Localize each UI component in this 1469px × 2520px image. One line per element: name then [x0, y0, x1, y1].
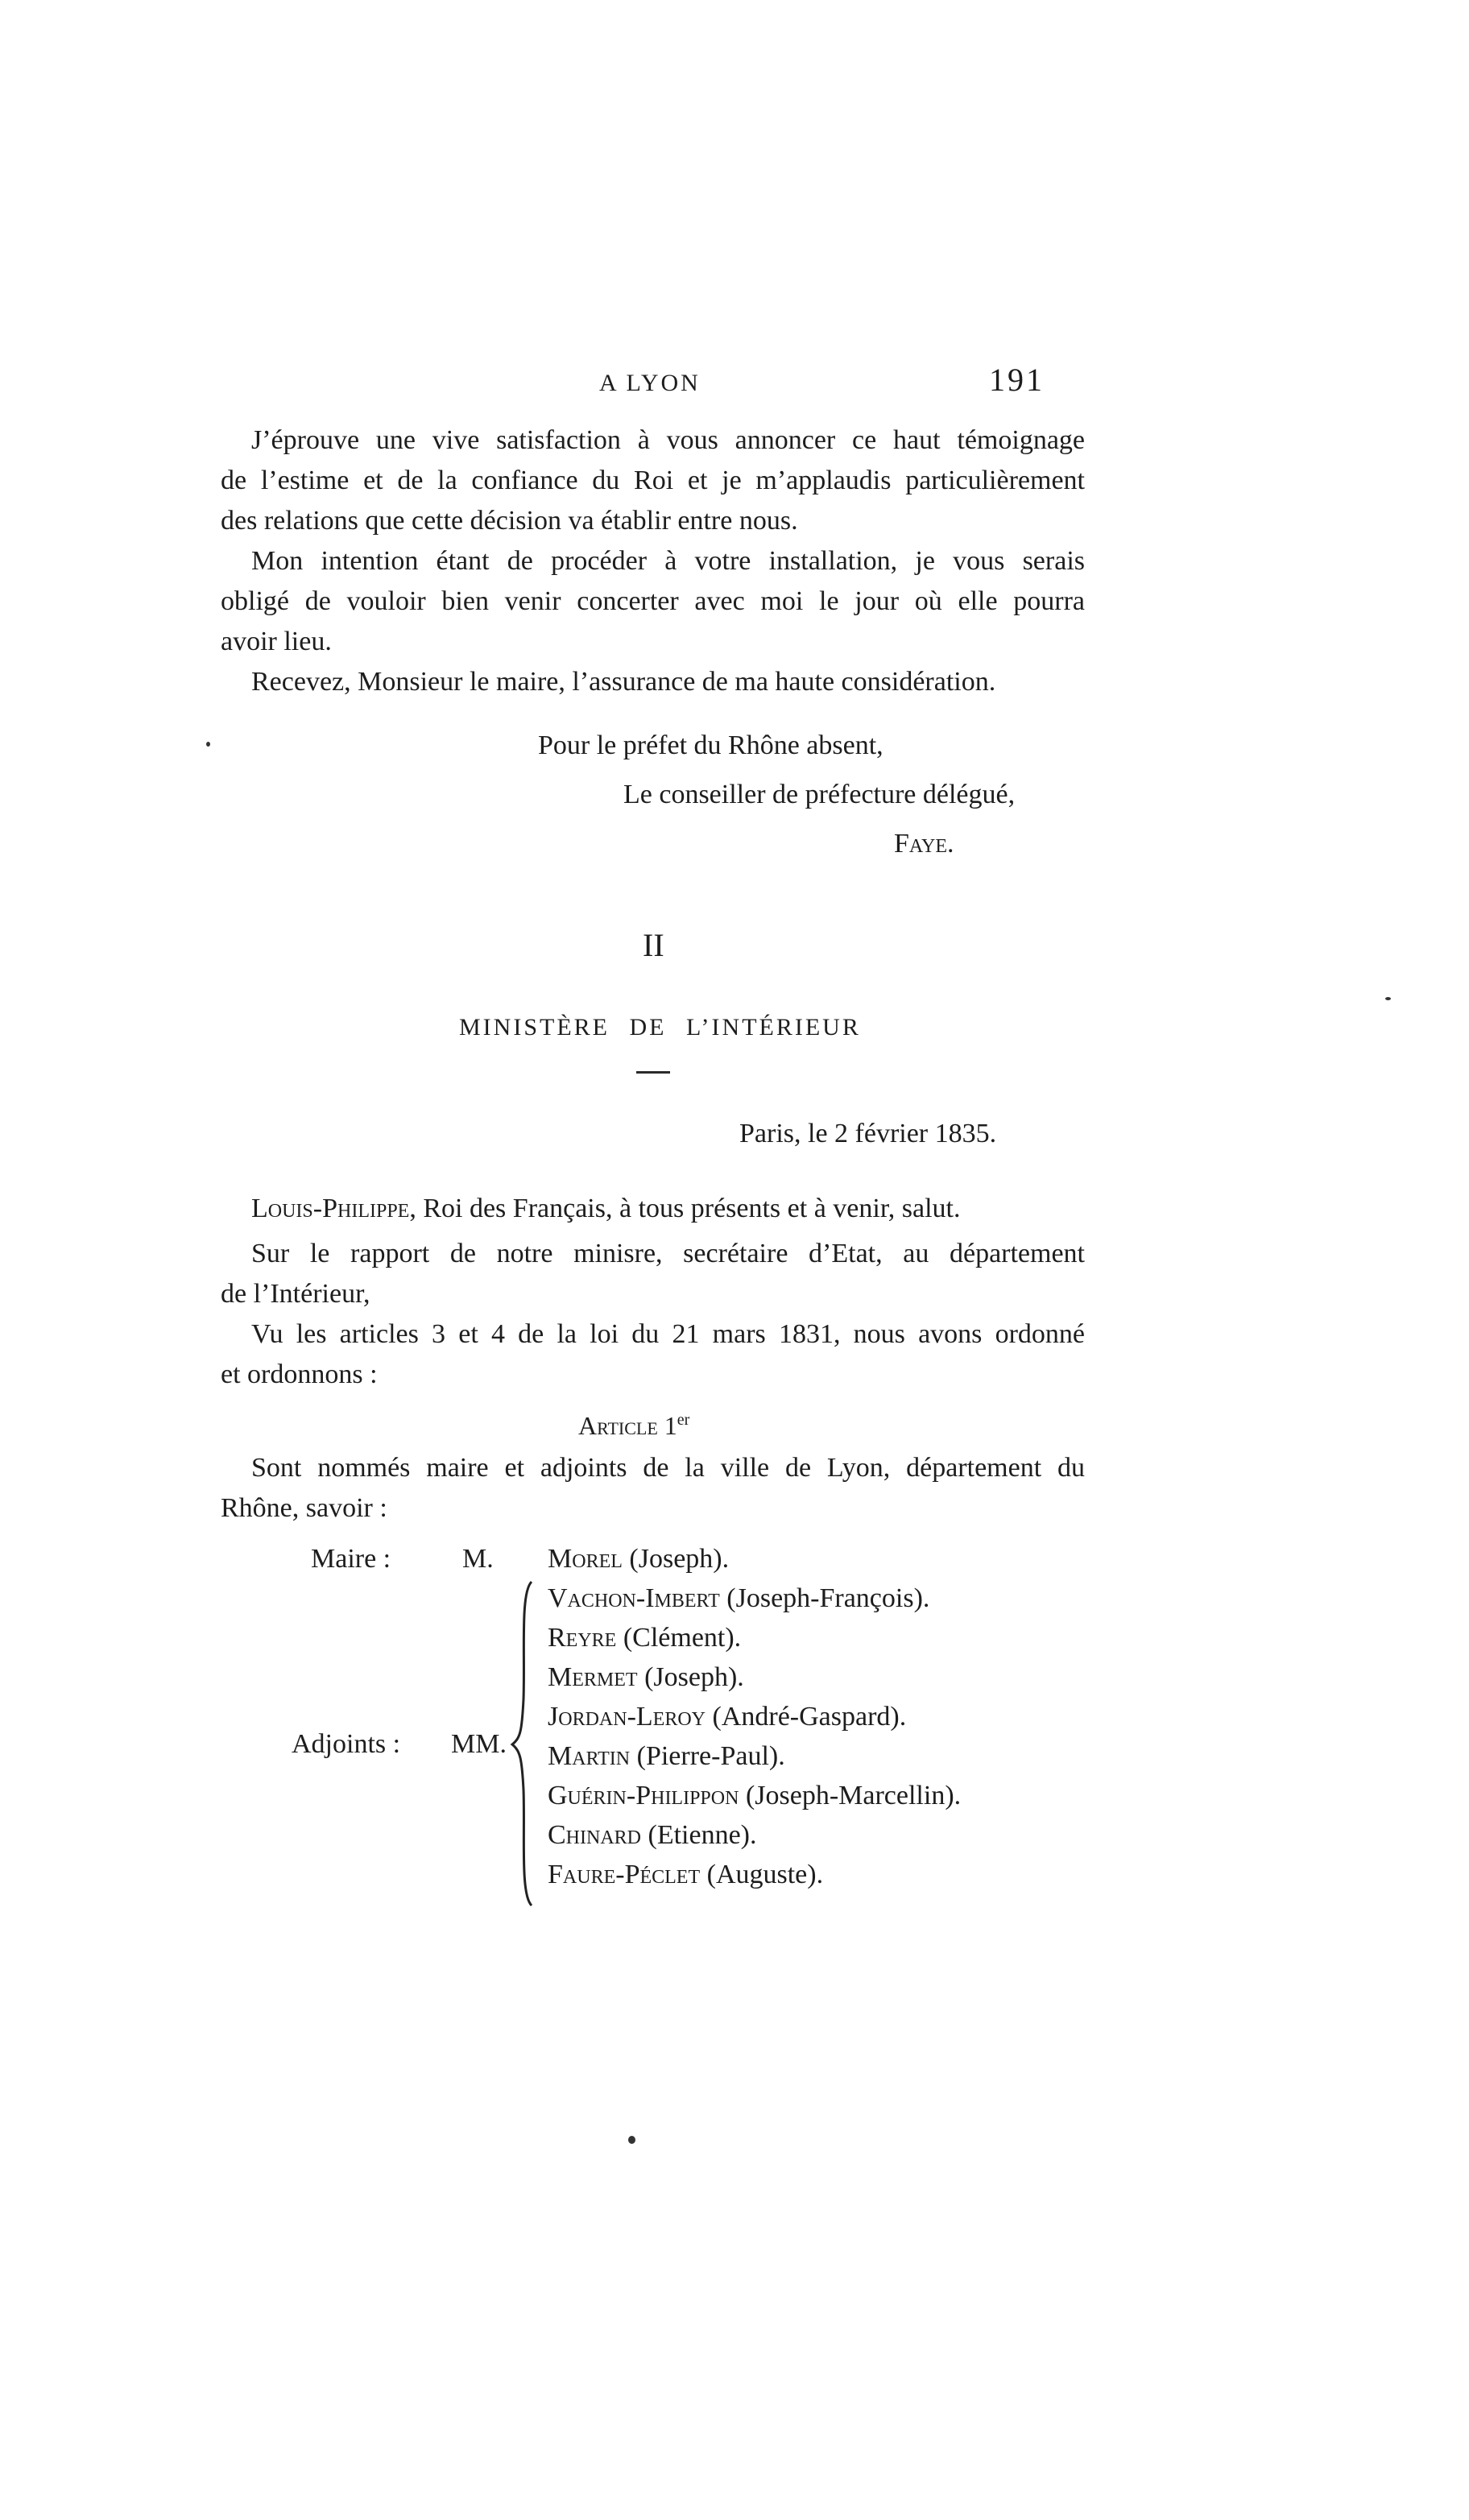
page-number: 191	[989, 362, 1045, 398]
decree-opening	[221, 1189, 1085, 1229]
adjoint-surname: Guérin-Philippon	[548, 1781, 739, 1810]
adjoint-given-name: (André-Gaspard).	[706, 1702, 907, 1732]
adjoint-entry	[548, 1618, 961, 1657]
adjoint-given-name: (Clément).	[616, 1623, 742, 1653]
paragraph-1-line: J’éprouve une vive satisfaction à vous annoncer ce haut témoignage	[251, 425, 1085, 455]
article-heading-label: Article	[578, 1411, 658, 1440]
adjoint-entry	[548, 1776, 961, 1815]
ink-speck	[1385, 997, 1391, 1000]
section-rule	[636, 1071, 670, 1074]
decree-opening-text: , Roi des Français, à tous présents et à venir, salut.	[409, 1194, 961, 1223]
mayor-label: Maire :	[311, 1544, 391, 1574]
adjoint-entry	[548, 1815, 961, 1855]
report-line: Sur le rapport de notre minisre, secrétaire d’Etat, au département	[251, 1239, 1085, 1268]
adjoints-title: MM.	[451, 1729, 507, 1759]
article-line: Rhône, savoir :	[221, 1493, 387, 1523]
adjoint-entry	[548, 1697, 961, 1736]
adjoint-entry	[548, 1579, 961, 1618]
mayor-title: M.	[462, 1544, 494, 1574]
article-body	[221, 1448, 1085, 1529]
king-name: Louis-Philippe	[251, 1194, 410, 1223]
mayor-surname: Morel	[548, 1544, 623, 1574]
adjoint-surname: Vachon-Imbert	[548, 1583, 720, 1613]
adjoint-given-name: (Auguste).	[700, 1860, 824, 1889]
adjoint-entry	[548, 1657, 961, 1697]
report-line: de l’Intérieur,	[221, 1279, 370, 1309]
adjoint-surname: Mermet	[548, 1662, 638, 1692]
vu-line: et ordonnons :	[221, 1359, 378, 1389]
ink-speck	[628, 2136, 635, 2144]
adjoint-surname: Faure-Péclet	[548, 1860, 701, 1889]
letter-body	[221, 420, 1085, 702]
adjoint-entry	[548, 1855, 961, 1894]
adjoints-list	[548, 1579, 961, 1894]
ministry-title: MINISTÈRE DE L’INTÉRIEUR	[459, 1014, 861, 1041]
signature-line-2: Le conseiller de préfecture délégué,	[623, 780, 1016, 809]
ink-speck	[206, 742, 210, 747]
paragraph-2-line: obligé de vouloir bien venir concerter avec moi le jour où elle pourra	[221, 586, 1085, 616]
vu-line: Vu les articles 3 et 4 de la loi du 21 mars 1831, nous avons ordonné	[251, 1319, 1085, 1349]
adjoint-surname: Jordan-Leroy	[548, 1702, 706, 1732]
adjoint-given-name: (Joseph).	[637, 1662, 744, 1692]
article-number: 1	[664, 1411, 677, 1440]
adjoint-given-name: (Joseph-François).	[719, 1583, 930, 1613]
signatory-name: Faye.	[894, 829, 954, 859]
adjoint-surname: Reyre	[548, 1623, 617, 1653]
paragraph-2-line: avoir lieu.	[221, 627, 332, 656]
mayor-entry	[548, 1540, 729, 1579]
adjoint-given-name: (Pierre-Paul).	[630, 1741, 785, 1771]
paragraph-1-line: des relations que cette décision va établir entre nous.	[221, 506, 798, 536]
adjoint-surname: Chinard	[548, 1820, 642, 1850]
paragraph-1-line: de l’estime et de la confiance du Roi et je m’applaudis particulièrement	[221, 466, 1085, 495]
paragraph-3: Recevez, Monsieur le maire, l’assurance de ma haute considération.	[251, 667, 996, 697]
adjoint-entry	[548, 1736, 961, 1776]
signature-line-1: Pour le préfet du Rhône absent,	[538, 730, 883, 760]
paragraph-2-line: Mon intention étant de procéder à votre installation, je vous serais	[251, 546, 1085, 576]
adjoint-surname: Martin	[548, 1741, 631, 1771]
article-heading	[578, 1406, 689, 1445]
article-number-suffix: er	[677, 1411, 690, 1429]
adjoint-given-name: (Etienne).	[641, 1820, 757, 1850]
section-numeral: II	[643, 927, 664, 963]
adjoint-given-name: (Joseph-Marcellin).	[739, 1781, 962, 1810]
dateline: Paris, le 2 février 1835.	[739, 1119, 997, 1148]
running-title: A LYON	[599, 370, 701, 396]
curly-brace	[509, 1579, 541, 1909]
adjoints-label: Adjoints :	[292, 1729, 401, 1759]
article-line: Sont nommés maire et adjoints de la ville de Lyon, département du	[251, 1453, 1085, 1483]
decree-body	[221, 1189, 1085, 1395]
mayor-given-name: (Joseph).	[622, 1544, 730, 1574]
